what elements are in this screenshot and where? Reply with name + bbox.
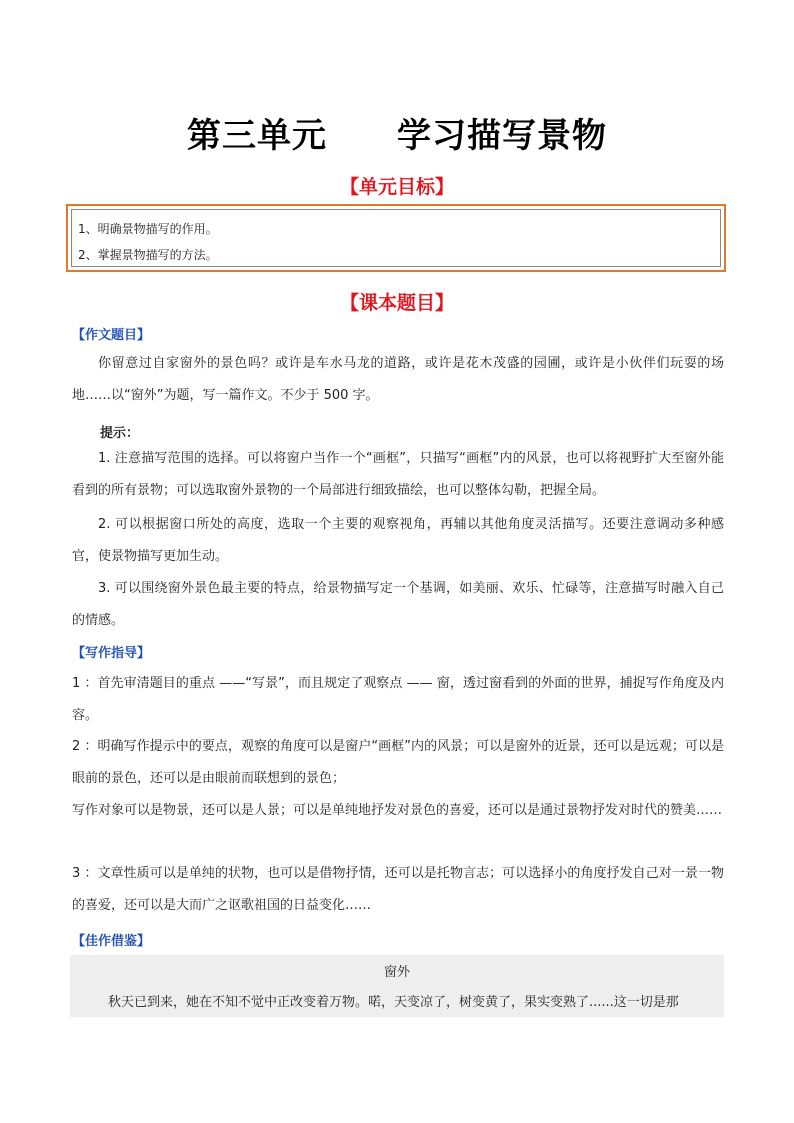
guide-item: 3 ：文章性质可以是单纯的状物，也可以是借物抒情，还可以是托物言志；可以选择小的角度抒发自己对一景一物的喜爱，还可以是大而广之讴歌祖国的日益变化…… (72, 866, 724, 913)
essay-topic-label: 【作文题目】 (72, 328, 151, 343)
unit-goals-box (66, 204, 726, 272)
goal-item: 2、掌握景物描写的方法。 (78, 248, 218, 262)
essay-prompt: 你留意过自家窗外的景色吗？或许是车水马龙的道路，或许是花木茂盛的园圃，或许是小伙伴们玩耍的场地……以“窗外”为题，写一篇作文。不少于 500 字。 (72, 356, 724, 403)
textbook-heading: 【课本题目】 (339, 292, 454, 314)
title-topic: 学习描写景物 (397, 116, 607, 156)
guide-item: 2 ：明确写作提示中的要点，观察的角度可以是窗户“画框”内的风景；可以是窗外的近景，还可以是远观；可以是眼前的景色，还可以是由眼前而联想到的景色； (72, 739, 724, 786)
page-title (0, 108, 794, 157)
title-unit: 第三单元 (187, 116, 327, 156)
writing-guide-heading: 【写作指导】 (72, 646, 151, 661)
guide-item: 写作对象可以是物景，还可以是人景；可以是单纯地抒发对景色的喜爱，还可以是通过景物抒发对时代的赞美…… (72, 803, 723, 818)
hint-item: 1. 注意描写范围的选择。可以将窗户当作一个“画框”，只描写“画框”内的风景，也可以将视野扩大至窗外能看到的所有景物；可以选取窗外景物的一个局部进行细致描绘，也可以整体勾勒，把握全局。 (72, 451, 724, 498)
hint-item: 2. 可以根据窗口所处的高度，选取一个主要的观察视角，再辅以其他角度灵活描写。还要注意调动多种感官，使景物描写更加生动。 (72, 517, 724, 564)
hint-item: 3. 可以围绕窗外景色最主要的特点，给景物描写定一个基调，如美丽、欢乐、忙碌等，注意描写时融入自己的情感。 (72, 581, 724, 628)
unit-goals-heading: 【单元目标】 (339, 176, 454, 198)
example-essay-text: 秋天已到来，她在不知不觉中正改变着万物。喏，天变凉了，树变黄了，果实变熟了......这一切是那 (108, 995, 679, 1010)
goal-item: 1、明确景物描写的作用。 (78, 222, 218, 236)
unit-goals-list (71, 209, 721, 267)
hint-label: 提示： (100, 426, 140, 441)
example-heading: 【佳作借鉴】 (72, 934, 151, 949)
example-essay-title: 窗外 (383, 965, 410, 980)
example-essay-box (70, 955, 724, 1017)
guide-item: 1 ：首先审清题目的重点 ——“写景”，而且规定了观察点 —— 窗，透过窗看到的外面的世界，捕捉写作角度及内容。 (72, 676, 724, 723)
